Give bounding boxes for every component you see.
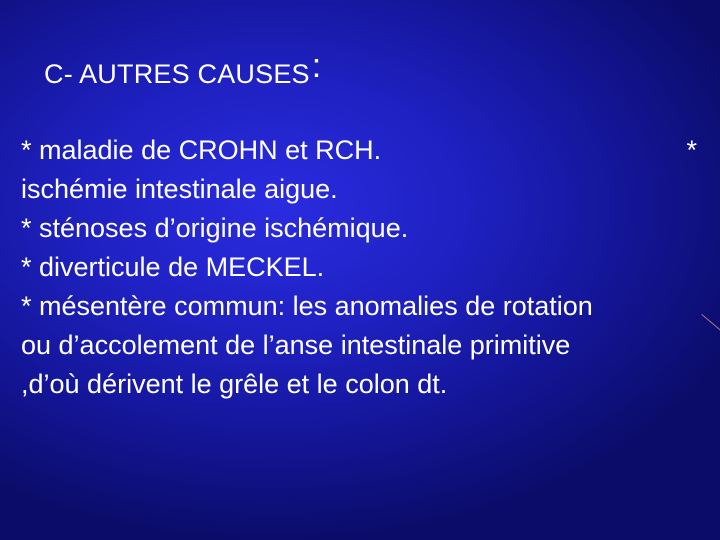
body-line-3: * sténoses d’origine ischémique. (21, 213, 409, 243)
slide-heading-text: C- AUTRES CAUSES (44, 59, 310, 89)
slide-heading (44, 47, 322, 94)
body-line-4: * diverticule de MECKEL. (21, 252, 325, 282)
body-line-1 (21, 131, 697, 170)
body-line-6: ou d’accolement de l’anse intestinale primitive (21, 330, 571, 360)
body-line-7: ,d’où dérivent le grêle et le colon dt. (21, 369, 448, 399)
body-line-1-text: * maladie de CROHN et RCH. (21, 135, 382, 165)
body-line-5: * mésentère commun: les anomalies de rotation (21, 291, 593, 321)
slide-heading-colon: : (311, 47, 322, 85)
body-line-1-bullet: * (686, 135, 697, 165)
slide-body (21, 131, 711, 404)
body-line-2: ischémie intestinale aigue. (21, 174, 338, 204)
